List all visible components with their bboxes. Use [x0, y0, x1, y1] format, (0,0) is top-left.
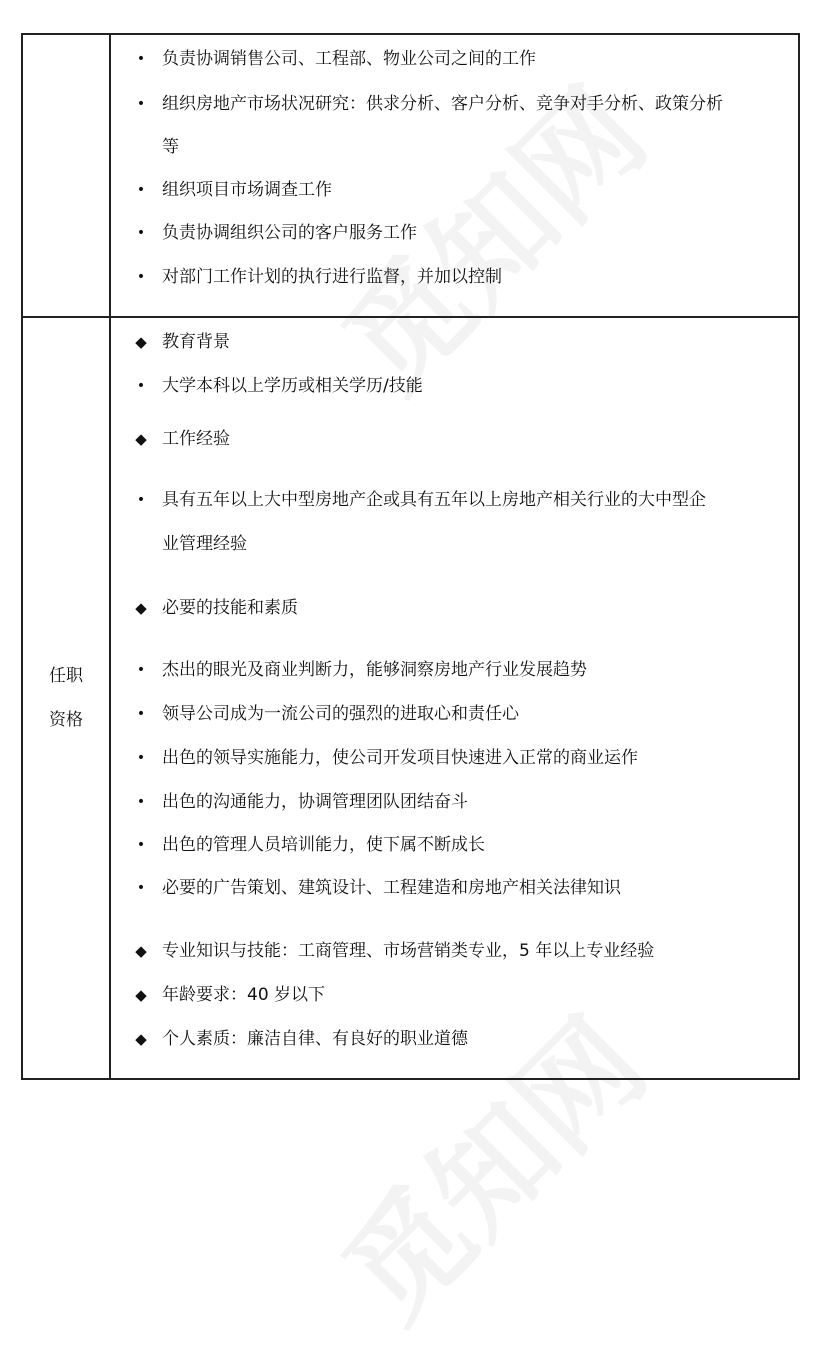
qualifications-label-line2: 资格: [49, 710, 83, 730]
bullet-marker: •: [136, 837, 146, 853]
bullet-marker: •: [136, 492, 146, 508]
qualifications-label-cell: [22, 317, 110, 1079]
bullet-marker: •: [136, 225, 146, 241]
job-description-table: [21, 33, 800, 1080]
bullet-marker: •: [136, 750, 146, 766]
bullet-marker: •: [136, 51, 146, 67]
bullet-marker: •: [136, 378, 146, 394]
bullet-marker: •: [136, 96, 146, 112]
diamond-marker: ◆: [135, 986, 147, 1004]
qualifications-cell: ◆ 教育背景 • 大学本科以上学历或相关学历/技能 ◆ 工作经验 • 具有五年以上大中型房地产企或具有五年以上房地产相关行业的大中型企 业管理经验 ◆ 必要的技能和素质 • 杰出的眼光及商业判断力，能够洞察房地产行业发展趋势 • 领导公司成为一流公司的强烈的进取心和责任心 • 出色的领导实施能力，使公司开发项目快速进入正常的商业运作 • 出色的沟通能力，协调管理团队团结奋斗 • 出色的管理人员培训能力，使下属不断成长 • 必要的广告策划、建筑设计、工程建造和房地产相关法律知识 ◆ 专业知识与技能：工商管理、市场营销类专业，5 年以上专业经验 ◆ 年龄要求：40 岁以下 ◆ 个人素质：廉洁自律、有良好的职业道德: [110, 317, 799, 1079]
duties-label-cell: [22, 34, 110, 317]
bullet-marker: •: [136, 269, 146, 285]
bullet-marker: •: [136, 706, 146, 722]
bullet-marker: •: [136, 794, 146, 810]
duties-cell: • 负责协调销售公司、工程部、物业公司之间的工作 • 组织房地产市场状况研究：供求分析、客户分析、竞争对手分析、政策分析 等 • 组织项目市场调查工作 • 负责协调组织公司的客户服务工作 • 对部门工作计划的执行进行监督，并加以控制: [110, 34, 799, 317]
qualifications-label-line1: 任职: [49, 666, 83, 686]
diamond-marker: ◆: [135, 599, 147, 617]
diamond-marker: ◆: [135, 333, 147, 351]
bullet-marker: •: [136, 182, 146, 198]
bullet-marker: •: [136, 880, 146, 896]
duties-row: [22, 34, 799, 317]
bullet-marker: •: [136, 662, 146, 678]
diamond-marker: ◆: [135, 1030, 147, 1048]
qualifications-row: [22, 317, 799, 1079]
diamond-marker: ◆: [135, 942, 147, 960]
diamond-marker: ◆: [135, 430, 147, 448]
